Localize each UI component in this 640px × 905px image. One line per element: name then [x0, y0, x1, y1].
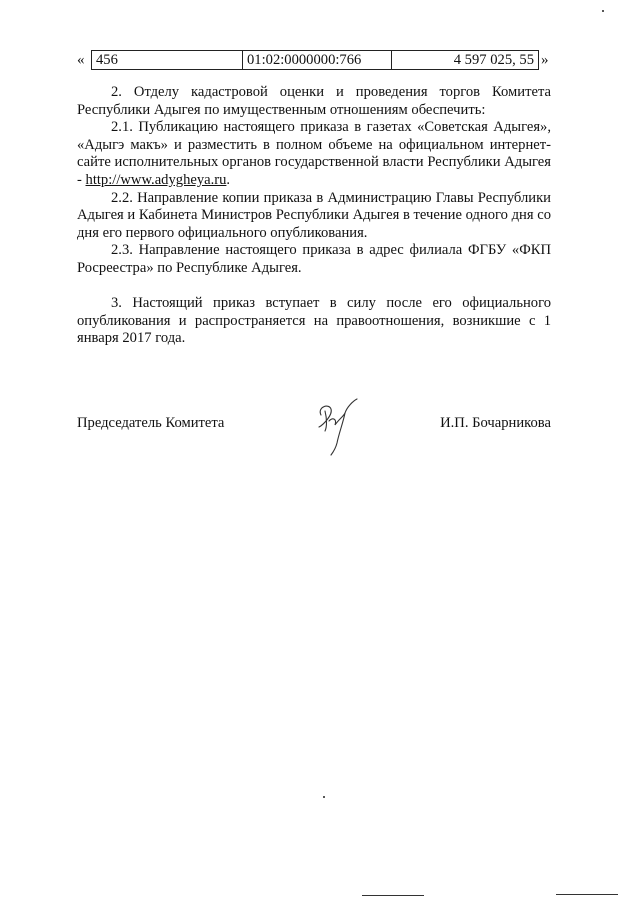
scan-dot: [323, 796, 325, 798]
cadastral-table-row: [91, 50, 539, 70]
paragraph-2-3: 2.3. Направление настоящего приказа в адрес филиала ФГБУ «ФКП Росреестра» по Республике Адыгея.: [77, 242, 551, 276]
footer-rule: [556, 894, 618, 895]
open-quote: «: [77, 52, 85, 68]
signature-block: [77, 415, 551, 455]
cadastral-value-cell: 4 597 025, 55: [392, 51, 539, 70]
footer-rule: [362, 895, 424, 896]
document-body: [77, 84, 551, 348]
cadastral-number-cell: 01:02:0000000:766: [243, 51, 392, 70]
paragraph-2-2: 2.2. Направление копии приказа в Администрацию Главы Республики Адыгея и Кабинета Министров Республики Адыгея в течение одного дня со дня его первого официального опубликования.: [77, 189, 551, 241]
website-link[interactable]: http://www.adygheya.ru: [85, 171, 227, 188]
paragraph-2: 2. Отделу кадастровой оценки и проведения торгов Комитета Республики Адыгея по имущественным отношениям обеспечить:: [77, 84, 551, 118]
signatory-title: Председатель Комитета: [77, 415, 225, 431]
paragraph-2-1: [77, 119, 551, 189]
paragraph-2-1-end: .: [226, 171, 231, 188]
signatory-name: И.П. Бочарникова: [440, 415, 551, 431]
scan-dot: [602, 10, 604, 12]
handwritten-signature: [307, 397, 367, 459]
close-quote: »: [541, 52, 549, 68]
row-number-cell: 456: [92, 51, 243, 70]
paragraph-2-1-text: 2.1. Публикацию настоящего приказа в газетах «Советская Адыгея», «Адыгэ макъ» и разместить в полном объеме на официальном интернет-сайте исполнительных органов государственной власти Республики Адыгея -: [77, 119, 551, 188]
paragraph-3: 3. Настоящий приказ вступает в силу после его официального опубликования и распространяется на правоотношения, возникшие с 1 января 2017 года.: [77, 295, 551, 347]
table-row: [92, 51, 539, 70]
